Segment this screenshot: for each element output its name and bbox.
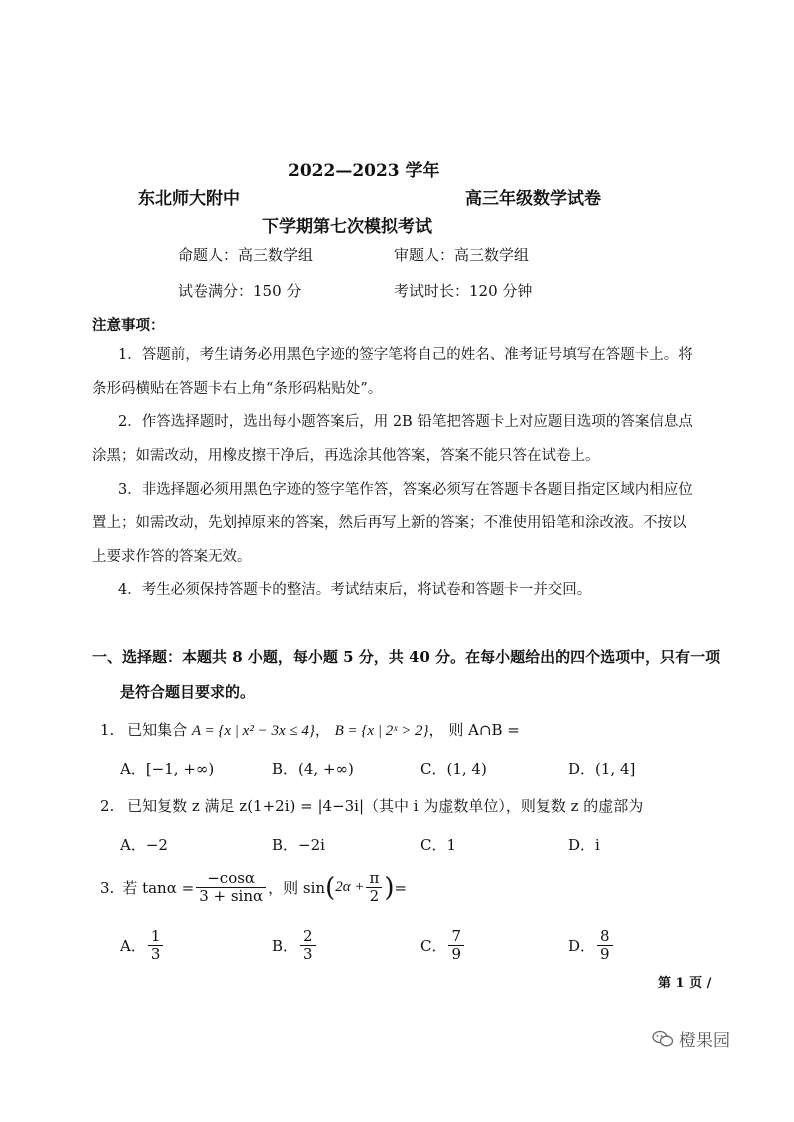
- score-line: 试卷满分：150 分: [178, 282, 302, 300]
- question-3-fraction-denominator: 3 + sinα: [199, 887, 264, 906]
- question-3-left-paren: (: [325, 872, 336, 903]
- option-letter: A．: [120, 937, 146, 956]
- note-3-line-3: 上要求作答的答案无效。: [92, 549, 252, 565]
- question-3-option-c[interactable]: [420, 928, 466, 964]
- exam-year: 2022—2023 学年: [288, 161, 440, 181]
- option-denominator: 3: [150, 945, 161, 964]
- option-letter: C．: [420, 937, 447, 956]
- question-2-text: 已知复数 z 满足 z(1+2i) = |4−3i|（其中 i 为虚数单位），则复数 z 的虚部为: [127, 797, 644, 815]
- section-1-heading-line-1: 一、选择题：本题共 8 小题，每小题 5 分，共 40 分。在每小题给出的四个选项中，只有一项: [92, 648, 721, 666]
- question-1-prefix: 已知集合: [127, 721, 188, 739]
- option-denominator: 3: [303, 945, 313, 964]
- note-1-line-2: 条形码横贴在答题卡右上角“条形码粘贴处”。: [92, 381, 383, 397]
- note-3-line-1: 3．非选择题必须用黑色字迹的签字笔作答，答案必须写在答题卡各题目指定区域内相应位: [118, 482, 693, 498]
- question-2-option-d[interactable]: D．i: [568, 836, 600, 854]
- question-3-prefix: 若 tanα =: [122, 879, 195, 898]
- question-2-number: 2.: [100, 797, 115, 815]
- option-letter: D．: [568, 937, 596, 956]
- question-3-option-a[interactable]: [120, 928, 165, 964]
- option-numerator: 7: [448, 928, 464, 946]
- note-3-line-2: 置上；如需改动，先划掉原来的答案，然后再写上新的答案；不准使用铅笔和涂改液。不按以: [92, 515, 687, 531]
- note-4: 4．考生必须保持答题卡的整洁。考试结束后，将试卷和答题卡一并交回。: [118, 582, 592, 598]
- duration-line: 考试时长：120 分钟: [394, 282, 533, 300]
- question-2-option-a[interactable]: A．−2: [120, 836, 168, 854]
- option-denominator: 9: [451, 945, 462, 964]
- question-1: 1. 已知集合 A = {x | x² − 3x ≤ 4}， B = {x | 2ˣ > 2}， 则 A∩B =: [100, 721, 520, 739]
- question-1-option-c[interactable]: C．(1, 4): [420, 760, 487, 778]
- watermark-text: 橙果园: [679, 1031, 730, 1051]
- option-numerator: 1: [148, 928, 164, 946]
- section-1-heading-line-2: 是符合题目要求的。: [120, 683, 256, 701]
- note-2-line-1: 2．作答选择题时，选出每小题答案后，用 2B 铅笔把答题卡上对应题目选项的答案信息点: [118, 414, 693, 430]
- exam-title: 高三年级数学试卷: [465, 189, 601, 209]
- question-1-option-a[interactable]: A．[−1, +∞): [120, 760, 215, 778]
- option-fraction: [597, 928, 613, 964]
- question-3-number: 3.: [100, 878, 115, 897]
- notes-title: 注意事项：: [92, 317, 165, 334]
- question-3-fraction-numerator: −cosα: [196, 870, 266, 888]
- option-letter: B．: [272, 937, 299, 956]
- question-3-pi-fraction: [366, 870, 382, 906]
- option-numerator: 2: [300, 928, 316, 946]
- question-1-set-b: B = {x | 2ˣ > 2}: [334, 723, 429, 739]
- question-3-inner-left: 2α +: [335, 879, 365, 896]
- option-fraction: [448, 928, 464, 964]
- note-1-line-1: 1．答题前，考生请务必用黑色字迹的签字笔将自己的姓名、准考证号填写在答题卡上。将: [118, 347, 693, 363]
- option-denominator: 9: [600, 945, 610, 964]
- question-2-option-b[interactable]: B．−2i: [272, 836, 325, 854]
- question-3: [100, 870, 407, 906]
- question-3-tail: =: [394, 878, 408, 897]
- option-fraction: [300, 928, 316, 964]
- author-line: 命题人：高三数学组: [178, 246, 314, 264]
- question-2-option-c[interactable]: C．1: [420, 836, 457, 854]
- option-numerator: 8: [597, 928, 613, 946]
- question-3-pi-denominator: 2: [369, 887, 380, 906]
- question-1-option-d[interactable]: D．(1, 4]: [568, 760, 636, 778]
- chat-bubbles-icon: [652, 1030, 674, 1048]
- reviewer-line: 审题人：高三数学组: [394, 246, 530, 264]
- question-3-fraction: [196, 870, 266, 906]
- question-3-mid: ，则 sin: [268, 879, 326, 898]
- question-1-option-b[interactable]: B．(4, +∞): [272, 760, 354, 778]
- watermark: [652, 1026, 730, 1051]
- question-3-option-d[interactable]: [568, 928, 615, 964]
- option-fraction: [148, 928, 164, 964]
- question-1-number: 1.: [100, 721, 115, 739]
- question-3-pi-numerator: π: [366, 870, 382, 888]
- question-3-option-b[interactable]: [272, 928, 318, 964]
- school-name: 东北师大附中: [138, 189, 240, 209]
- question-3-right-paren: ): [384, 872, 395, 903]
- exam-subtitle: 下学期第七次模拟考试: [262, 217, 432, 237]
- question-2: [100, 795, 643, 816]
- question-1-ask: 则 A∩B =: [448, 721, 520, 739]
- note-2-line-2: 涂黑；如需改动，用橡皮擦干净后，再选涂其他答案，答案不能只答在试卷上。: [92, 448, 600, 464]
- question-1-set-a: A = {x | x² − 3x ≤ 4}: [191, 723, 315, 739]
- page-number: 第 1 页 /: [658, 976, 712, 991]
